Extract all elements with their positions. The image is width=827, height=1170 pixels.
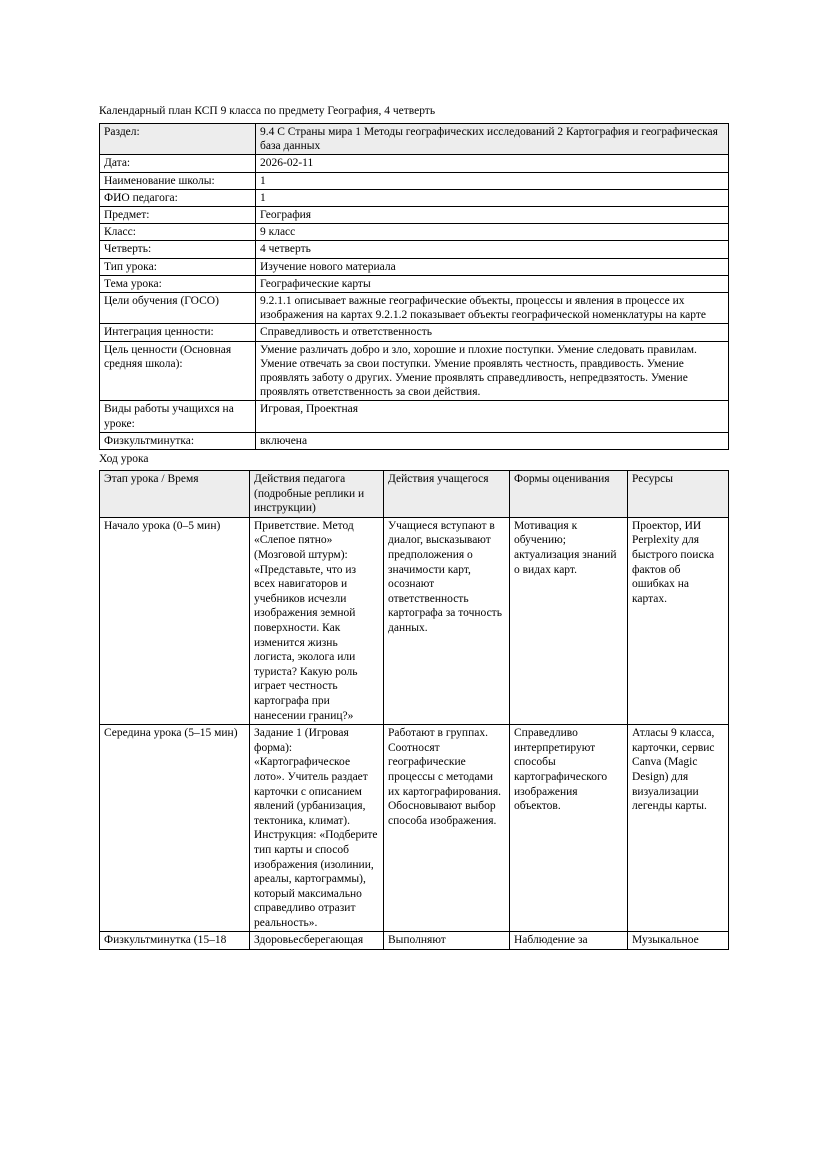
cell-stage: Середина урока (5–15 мин) (100, 725, 250, 932)
column-header-student-actions: Действия учащегося (384, 471, 510, 518)
info-value: 1 (256, 189, 729, 206)
info-value: Географические карты (256, 275, 729, 292)
table-row (100, 124, 729, 155)
info-value: 2026-02-11 (256, 155, 729, 172)
info-label: Дата: (100, 155, 256, 172)
info-label: Класс: (100, 224, 256, 241)
table-row (100, 324, 729, 341)
info-value: включена (256, 432, 729, 449)
info-label: Тема урока: (100, 275, 256, 292)
lesson-info-body (100, 124, 729, 450)
lesson-flow-header (100, 471, 729, 518)
cell-stage: Физкультминутка (15–18 (100, 932, 250, 950)
info-label: Физкультминутка: (100, 432, 256, 449)
table-row (100, 432, 729, 449)
table-row (100, 224, 729, 241)
lesson-flow-body (100, 517, 729, 949)
info-label: Наименование школы: (100, 172, 256, 189)
table-row (100, 189, 729, 206)
cell-assessment: Мотивация к обучению; актуализация знаний о видах карт. (510, 517, 628, 724)
cell-stage: Начало урока (0–5 мин) (100, 517, 250, 724)
table-row (100, 401, 729, 432)
table-row (100, 258, 729, 275)
column-header-teacher-actions: Действия педагога (подробные реплики и инструкции) (250, 471, 384, 518)
table-row (100, 725, 729, 932)
cell-student-actions: Выполняют (384, 932, 510, 950)
info-label: Интеграция ценности: (100, 324, 256, 341)
page-title: Календарный план КСП 9 класса по предмету География, 4 четверть (99, 105, 436, 117)
table-row (100, 293, 729, 324)
column-header-assessment: Формы оценивания (510, 471, 628, 518)
table-row (100, 341, 729, 401)
info-value: Игровая, Проектная (256, 401, 729, 432)
info-label: Виды работы учащихся на уроке: (100, 401, 256, 432)
table-row (100, 275, 729, 292)
cell-resources: Проектор, ИИ Perplexity для быстрого поиска фактов об ошибках на картах. (628, 517, 729, 724)
cell-student-actions: Учащиеся вступают в диалог, высказывают предположения о значимости карт, осознают ответственность картографа за точность данных. (384, 517, 510, 724)
info-label: Четверть: (100, 241, 256, 258)
lesson-info-table (99, 123, 729, 450)
info-value: 9 класс (256, 224, 729, 241)
lesson-flow-caption: Ход урока (99, 453, 149, 466)
cell-assessment: Наблюдение за (510, 932, 628, 950)
info-value: Справедливость и ответственность (256, 324, 729, 341)
info-value: География (256, 207, 729, 224)
info-value: 9.2.1.1 описывает важные географические объекты, процессы и явления в процессе их изображения на картах 9.2.1.2 показывает объекты географической номенклатуры на карте (256, 293, 729, 324)
table-header-row (100, 471, 729, 518)
info-label: Цель ценности (Основная средняя школа): (100, 341, 256, 401)
cell-teacher-actions: Здоровьесберегающая (250, 932, 384, 950)
info-label: Тип урока: (100, 258, 256, 275)
info-value: Изучение нового материала (256, 258, 729, 275)
info-value: 1 (256, 172, 729, 189)
info-value: 9.4 C Страны мира 1 Методы географических исследований 2 Картография и географическая база данных (256, 124, 729, 155)
table-row (100, 155, 729, 172)
table-row (100, 207, 729, 224)
cell-teacher-actions: Задание 1 (Игровая форма): «Картографическое лото». Учитель раздает карточки с описанием явлений (урбанизация, тектоника, климат). Инструкция: «Подберите тип карты и способ изображения (изолинии, ареалы, картограммы), который максимально справедливо отразит реальность». (250, 725, 384, 932)
info-label: Раздел: (100, 124, 256, 155)
info-value: 4 четверть (256, 241, 729, 258)
info-value: Умение различать добро и зло, хорошие и плохие поступки. Умение следовать правилам. Умение отвечать за свои поступки. Умение проявлять честность, правдивость. Умение проявлять заботу о других. Умение проявлять справедливость, непредвзятость. Умение проявлять ответственность за свои действия. (256, 341, 729, 401)
info-label: Предмет: (100, 207, 256, 224)
table-row (100, 172, 729, 189)
column-header-resources: Ресурсы (628, 471, 729, 518)
column-header-stage: Этап урока / Время (100, 471, 250, 518)
info-label: ФИО педагога: (100, 189, 256, 206)
cell-teacher-actions: Приветствие. Метод «Слепое пятно» (Мозговой штурм): «Представьте, что из всех навигаторов и учебников исчезли изображения земной поверхности. Как изменится жизнь логиста, эколога или туриста? Какую роль играет честность картографа при нанесении границ?» (250, 517, 384, 724)
cell-assessment: Справедливо интерпретируют способы картографического изображения объектов. (510, 725, 628, 932)
table-row (100, 517, 729, 724)
info-label: Цели обучения (ГОСО) (100, 293, 256, 324)
document-page (99, 104, 728, 950)
lesson-flow-table (99, 470, 729, 950)
table-row (100, 241, 729, 258)
cell-resources: Атласы 9 класса, карточки, сервис Canva (Magic Design) для визуализации легенды карты. (628, 725, 729, 932)
cell-resources: Музыкальное (628, 932, 729, 950)
cell-student-actions: Работают в группах. Соотносят географические процессы с методами их картографирования. Обосновывают выбор способа изображения. (384, 725, 510, 932)
table-row (100, 932, 729, 950)
